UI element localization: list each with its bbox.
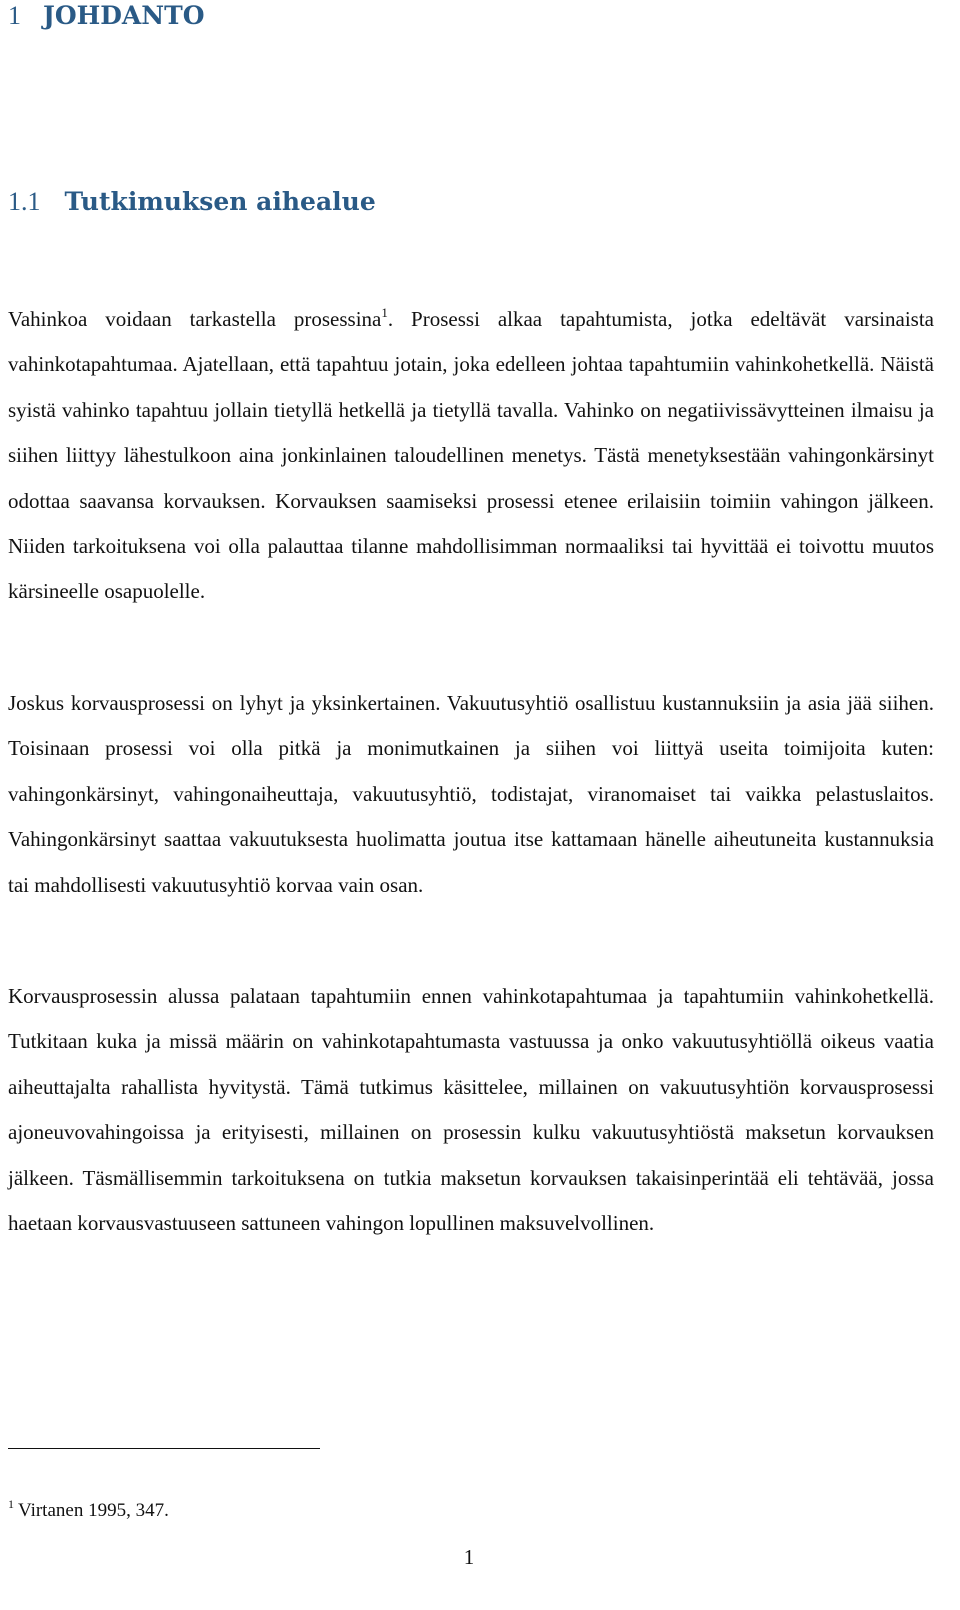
footnote-text: Virtanen 1995, 347. (18, 1500, 169, 1521)
chapter-title: JOHDANTO (43, 1, 205, 30)
chapter-number: 1 (8, 1, 21, 30)
chapter-heading (8, 0, 205, 32)
section-title: Tutkimuksen aihealue (64, 187, 376, 216)
page-number: 1 (463, 1545, 475, 1569)
section-heading (8, 186, 376, 218)
footnote-separator (8, 1448, 320, 1449)
paragraph-3: Korvausprosessin alussa palataan tapahtumiin ennen vahinkotapahtumaa ja tapahtumiin vahinkohetkellä. Tutkitaan kuka ja missä määrin on vahinkotapahtumasta vastuussa ja onko vakuutusyhtiöllä oikeus vaatia aiheuttajalta rahallista hyvitystä. Tämä tutkimus käsittelee, millainen on vakuutusyhtiön korvausprosessi ajoneuvovahingoissa ja erityisesti, millainen on prosessin kulku vakuutusyhtiöstä maksetun korvauksen jälkeen. Täsmällisemmin tarkoituksena on tutkia maksetun korvauksen takaisinperintää eli tehtävää, jossa haetaan korvausvastuuseen sattuneen vahingon lopullinen maksuvelvollinen. (8, 984, 934, 1236)
footnote (8, 1496, 169, 1526)
footnote-mark: 1 (8, 1497, 14, 1511)
paragraph-1 (8, 297, 934, 615)
paragraph-1-text-start: Vahinkoa voidaan tarkastella prosessina (8, 307, 382, 331)
footnote-reference[interactable]: 1 (381, 305, 388, 320)
paragraph-2: Joskus korvausprosessi on lyhyt ja yksinkertainen. Vakuutusyhtiö osallistuu kustannuksiin ja asia jää siihen. Toisinaan prosessi voi olla pitkä ja monimutkainen ja siihen voi liittyä useita toimijoita kuten: vahingonkärsinyt, vahingonaiheuttaja, vakuutusyhtiö, todistajat, viranomaiset tai vaikka pelastuslaitos. Vahingonkärsinyt saattaa vakuutuksesta huolimatta joutua itse kattamaan hänelle aiheutuneita kustannuksia tai mahdollisesti vakuutusyhtiö korvaa vain osan. (8, 691, 934, 897)
paragraph-1-text-rest: . Prosessi alkaa tapahtumista, jotka edeltävät varsinaista vahinkotapahtumaa. Ajatellaan, että tapahtuu jotain, joka edelleen johtaa tapahtumiin vahinkohetkellä. Näistä syistä vahinko tapahtuu jollain tietyllä hetkellä ja tietyllä tavalla. Vahinko on negatiivissävytteinen ilmaisu ja siihen liittyy lähestulkoon aina jonkinlainen taloudellinen menetys. Tästä menetyksestään vahingonkärsinyt odottaa saavansa korvauksen. Korvauksen saamiseksi prosessi etenee erilaisiin toimiin vahingon jälkeen. Niiden tarkoituksena voi olla palauttaa tilanne mahdollisimman normaaliksi tai hyvittää ei toivottu muutos kärsineelle osapuolelle. (8, 307, 934, 604)
section-number: 1.1 (8, 187, 41, 216)
